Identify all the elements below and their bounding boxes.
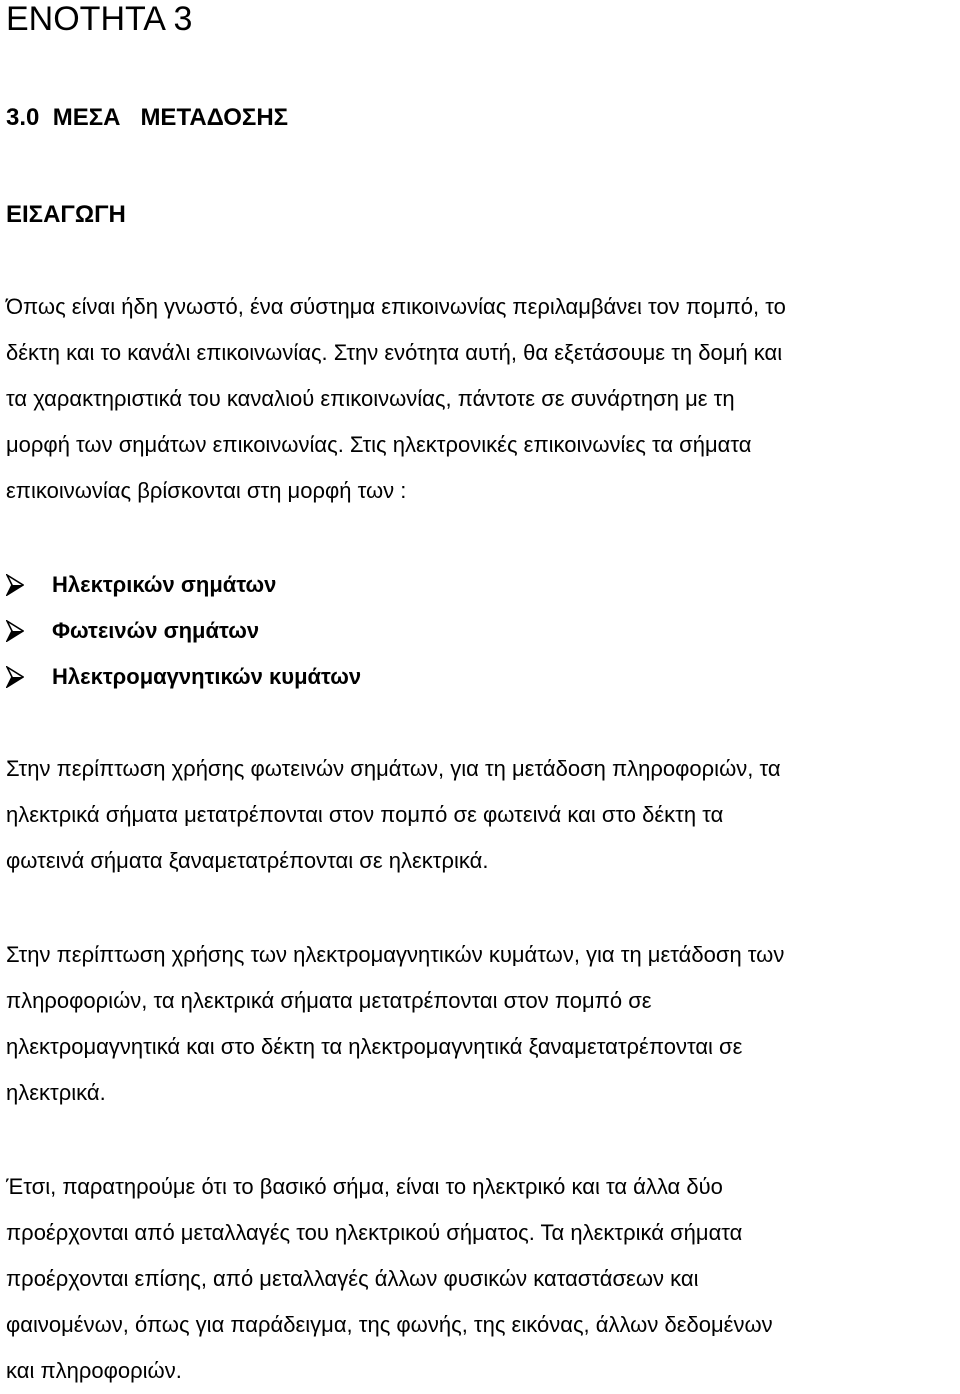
text-line: προέρχονται επίσης, από μεταλλαγές άλλων φυσικών καταστάσεων και [6, 1266, 699, 1291]
text-line: δέκτη και το κανάλι επικοινωνίας. Στην ενότητα αυτή, θα εξετάσουμε τη δομή και [6, 340, 783, 365]
text-line: πληροφοριών, τα ηλεκτρικά σήματα μετατρέπονται στον πομπό σε [6, 988, 652, 1013]
list-item [6, 608, 361, 654]
paragraph-conclusion [6, 1164, 960, 1394]
text-line: Στην περίπτωση χρήσης των ηλεκτρομαγνητικών κυμάτων, για τη μετάδοση των [6, 942, 785, 967]
arrowhead-bullet-icon [6, 574, 24, 596]
list-item-label: Ηλεκτρικών σημάτων [52, 572, 277, 597]
text-line: φωτεινά σήματα ξαναμετατρέπονται σε ηλεκτρικά. [6, 848, 489, 873]
text-line: επικοινωνίας βρίσκονται στη μορφή των : [6, 478, 407, 503]
text-line: τα χαρακτηριστικά του καναλιού επικοινωνίας, πάντοτε σε συνάρτηση με τη [6, 386, 735, 411]
text-line: ηλεκτρικά σήματα μετατρέπονται στον πομπό σε φωτεινά και στο δέκτη τα [6, 802, 724, 827]
text-line: και πληροφοριών. [6, 1358, 182, 1383]
text-line: Έτσι, παρατηρούμε ότι το βασικό σήμα, είναι το ηλεκτρικό και τα άλλα δύο [6, 1174, 723, 1199]
signal-forms-list [6, 562, 361, 700]
paragraph-optical-signals [6, 746, 960, 884]
text-line: φαινομένων, όπως για παράδειγμα, της φωνής, της εικόνας, άλλων δεδομένων [6, 1312, 773, 1337]
section-title: 3.0 ΜΕΣΑ ΜΕΤΑΔΟΣΗΣ [6, 104, 289, 131]
text-line: ηλεκτρικά. [6, 1080, 106, 1105]
text-line: Στην περίπτωση χρήσης φωτεινών σημάτων, για τη μετάδοση πληροφοριών, τα [6, 756, 781, 781]
paragraph-intro [6, 284, 960, 514]
text-line: ηλεκτρομαγνητικά και στο δέκτη τα ηλεκτρομαγνητικά ξαναμετατρέπονται σε [6, 1034, 743, 1059]
list-item-label: Ηλεκτρομαγνητικών κυμάτων [52, 664, 362, 689]
text-line: μορφή των σημάτων επικοινωνίας. Στις ηλεκτρονικές επικοινωνίες τα σήματα [6, 432, 752, 457]
paragraph-electromagnetic-waves [6, 932, 960, 1116]
list-item [6, 562, 361, 608]
list-item-label: Φωτεινών σημάτων [52, 618, 260, 643]
list-item [6, 654, 361, 700]
arrowhead-bullet-icon [6, 666, 24, 688]
text-line: προέρχονται από μεταλλαγές του ηλεκτρικού σήματος. Τα ηλεκτρικά σήματα [6, 1220, 743, 1245]
arrowhead-bullet-icon [6, 620, 24, 642]
chapter-title: ΕΝΟΤΗΤΑ 3 [6, 0, 193, 38]
text-line: Όπως είναι ήδη γνωστό, ένα σύστημα επικοινωνίας περιλαμβάνει τον πομπό, το [6, 294, 786, 319]
intro-heading: ΕΙΣΑΓΩΓΗ [6, 201, 126, 228]
